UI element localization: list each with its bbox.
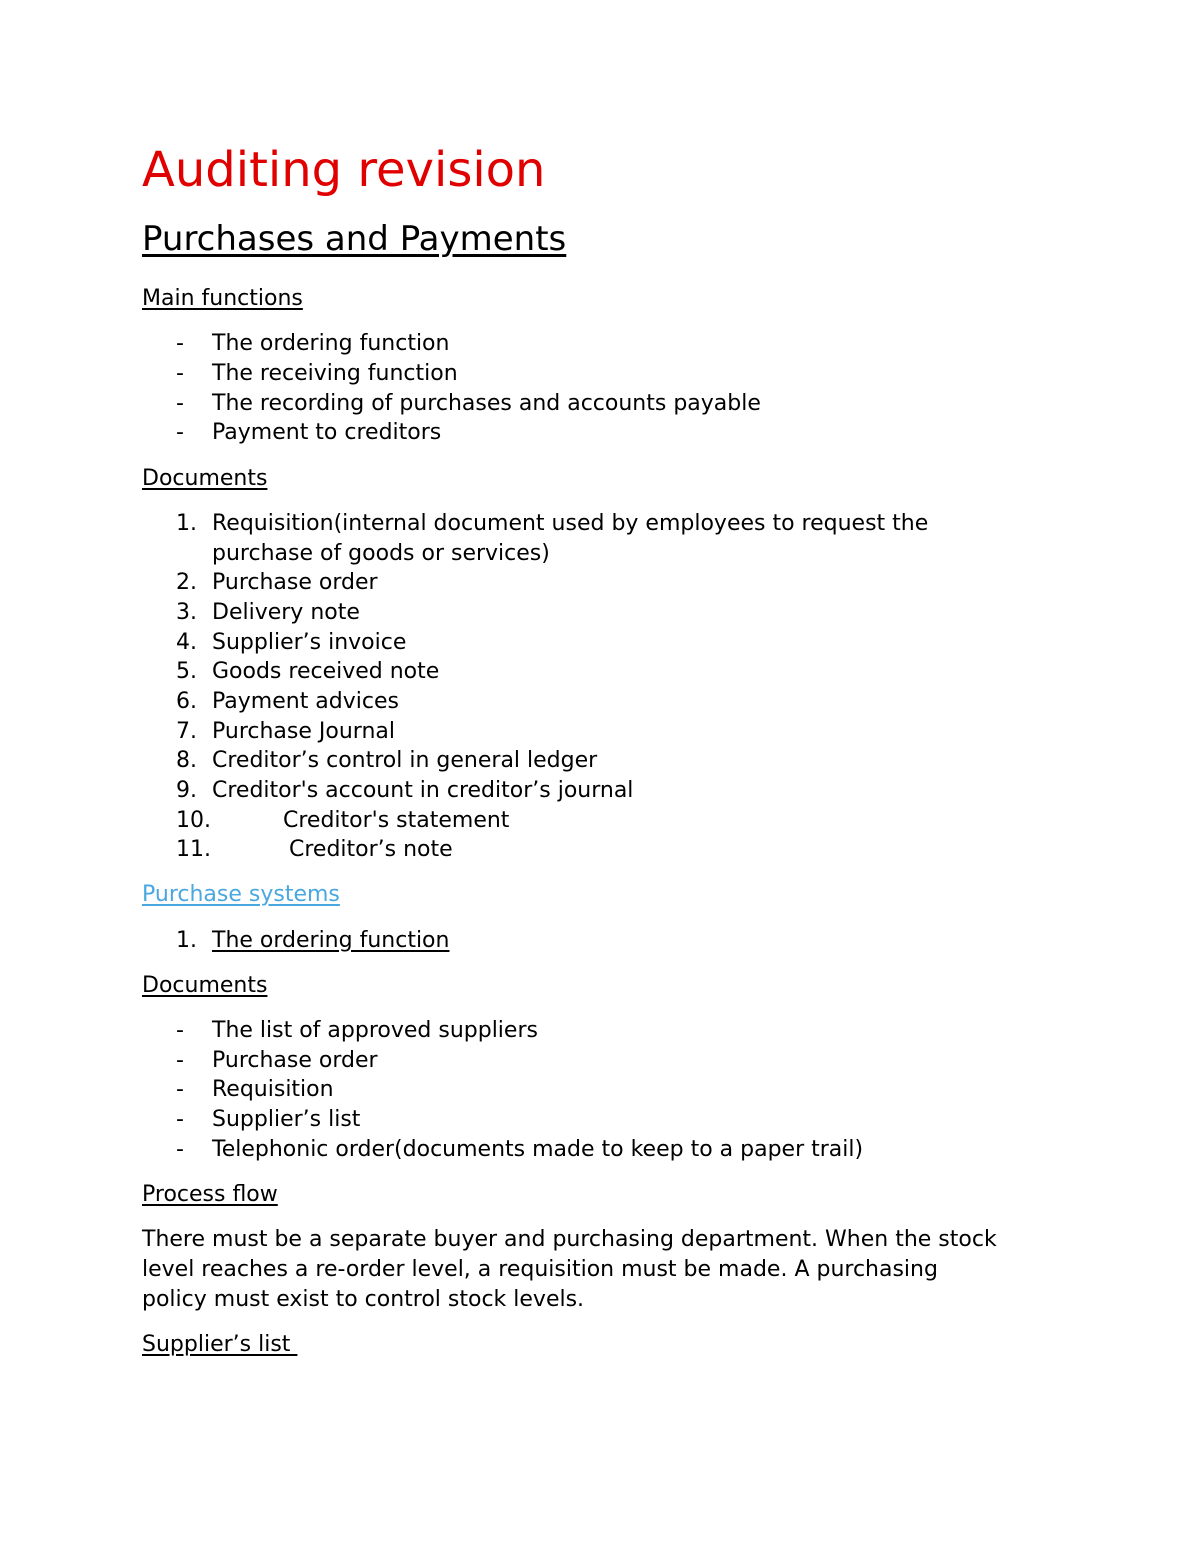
list-item-text: Purchase order — [212, 570, 378, 595]
document-title: Auditing revision — [142, 142, 546, 198]
bullet-marker: - — [176, 1137, 184, 1162]
heading-main-functions: Main functions — [142, 286, 303, 311]
heading-documents-ordering: Documents — [142, 973, 268, 998]
list-item-text: purchase of goods or services) — [212, 541, 550, 566]
heading-documents: Documents — [142, 466, 268, 491]
list-item-text: Payment advices — [212, 689, 399, 714]
list-number: 1. — [176, 511, 197, 536]
list-number: 1. — [176, 928, 197, 953]
bullet-marker: - — [176, 420, 184, 445]
list-item-text: Supplier’s invoice — [212, 630, 407, 655]
list-number: 8. — [176, 748, 197, 773]
list-item-text: Creditor’s note — [289, 837, 453, 862]
list-number: 4. — [176, 630, 197, 655]
heading-suppliers-list: Supplier’s list — [142, 1332, 298, 1357]
list-item-text: Purchase order — [212, 1048, 378, 1073]
list-number: 7. — [176, 719, 197, 744]
list-item-text: Telephonic order(documents made to keep to a paper trail) — [212, 1137, 864, 1162]
list-item-text: Goods received note — [212, 659, 440, 684]
list-number: 6. — [176, 689, 197, 714]
list-number: 9. — [176, 778, 197, 803]
list-number: 5. — [176, 659, 197, 684]
list-item-text: Purchase Journal — [212, 719, 395, 744]
heading-process-flow: Process flow — [142, 1182, 278, 1207]
list-item-text: Payment to creditors — [212, 420, 442, 445]
list-item-text: Creditor's statement — [283, 808, 510, 833]
list-item-text: The ordering function — [212, 928, 450, 953]
list-number: 2. — [176, 570, 197, 595]
list-item-text: The ordering function — [212, 331, 450, 356]
paragraph-line: policy must exist to control stock levels. — [142, 1287, 585, 1312]
heading-purchase-systems: Purchase systems — [142, 882, 340, 907]
list-item-text: Creditor’s control in general ledger — [212, 748, 598, 773]
list-item-text: The receiving function — [212, 361, 458, 386]
list-item-text: The recording of purchases and accounts payable — [212, 391, 761, 416]
list-item-text: Creditor's account in creditor’s journal — [212, 778, 634, 803]
bullet-marker: - — [176, 361, 184, 386]
document-subtitle: Purchases and Payments — [142, 219, 567, 259]
list-item-text: Requisition — [212, 1077, 334, 1102]
bullet-marker: - — [176, 1048, 184, 1073]
list-item-text: The list of approved suppliers — [212, 1018, 538, 1043]
list-item-text: Requisition(internal document used by employees to request the — [212, 511, 929, 536]
list-item-text: Supplier’s list — [212, 1107, 361, 1132]
bullet-marker: - — [176, 1077, 184, 1102]
list-item-text: Delivery note — [212, 600, 360, 625]
paragraph-line: level reaches a re-order level, a requisition must be made. A purchasing — [142, 1257, 938, 1282]
bullet-marker: - — [176, 391, 184, 416]
list-number: 3. — [176, 600, 197, 625]
paragraph-line: There must be a separate buyer and purchasing department. When the stock — [142, 1227, 997, 1252]
list-number: 11. — [176, 837, 211, 862]
list-number: 10. — [176, 808, 211, 833]
bullet-marker: - — [176, 1107, 184, 1132]
bullet-marker: - — [176, 1018, 184, 1043]
bullet-marker: - — [176, 331, 184, 356]
